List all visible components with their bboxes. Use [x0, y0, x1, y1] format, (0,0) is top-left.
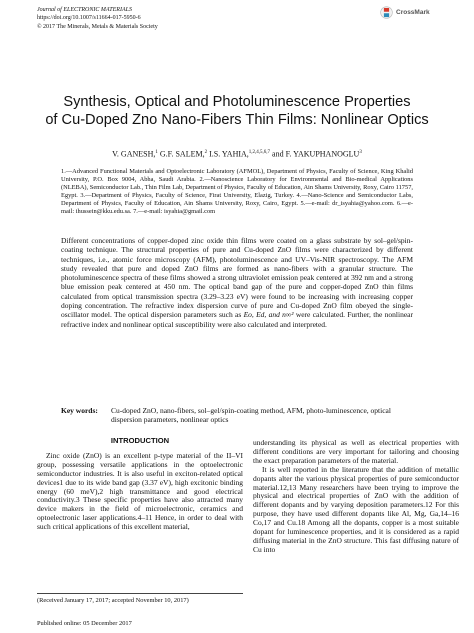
title-line-2: of Cu-Doped Zno Nano-Fibers Thin Films: Nonlinear Optics — [45, 112, 429, 128]
received-dates: (Received January 17, 2017; accepted November 10, 2017) — [37, 597, 189, 604]
abstract-dispersion-symbols: Eo, Ed, and n∞² — [243, 310, 294, 320]
author-name: I.S. YAHIA, — [207, 149, 249, 159]
title-line-1: Synthesis, Optical and Photoluminescence Properties — [63, 94, 411, 110]
body-column-right — [253, 439, 459, 555]
keywords-list: Cu-doped ZnO, nano-fibers, sol–gel/spin-coating method, AFM, photo-luminescence, optical dispersion parameters, nonlinear optics — [111, 406, 391, 425]
author-affil-sup: 1 — [155, 150, 158, 155]
intro-paragraph-1: Zinc oxide (ZnO) is an excellent p-type material of the II–VI group, possessing versatile applications in the optoelectronic semiconductor industries. It is also useful in exciton-related optical devices1 due to its wide band gap (3.37 eV), high excitonic binding energy (60 meV),2 high transmittance and good electrical conductivity.3 These specific properties have also attracted many device makers in the field of microelectronic, ceramics and optoelectronic laser applications.4–11 Hence, in order to deal with such critical applications of this excellent material, — [37, 450, 243, 532]
crossmark-badge[interactable] — [380, 6, 430, 19]
intro-paragraph-2: It is well reported in the literature that the addition of metallic dopants alter the various physical properties of pure semiconductor material.12,13 Many researchers have been trying to improve the physical and electrical properties of ZnO with the addition of different dopants and by varying deposition parameters.12 For this purpose, they have used different dopants like Al, Mg, Ga,14–16 Co,17 and Cu.18 Among all the dopants, copper is a most suitable dopant for luminescence properties, and it is considered as a rapid diffusing material in the ZnO structure. This fast diffusing nature of Cu into — [253, 464, 459, 554]
keywords-label: Key words: — [61, 406, 98, 415]
author-affil-sup: 1,2,4,5,6,7 — [248, 150, 271, 155]
keywords-block — [61, 406, 413, 425]
abstract-text-part1: Different concentrations of copper-doped zinc oxide thin films were coated on a glass substrate by sol–gel/spin-coating technique. The structural properties of pure and Cu-doped ZnO films were characterized by different techniques, i.e., atomic force microscopy (AFM), photoluminescence and UV–Vis-NIR spectroscopy. The AFM study revealed that pure and doped ZnO films are formed as nano-fibers with a granular structure. The photoluminescence spectra of these films showed a strong ultraviolet emission peak centered at 392 nm and a strong blue emission peak centered at 450 nm. The optical band gap of the pure and copper-doped ZnO thin films calculated from optical transmission spectra (3.29–3.23 eV) were found to be increasing with increasing copper doping concentration. The refractive index dispersion curve of pure and Cu-doped ZnO film obeyed the single-oscillator model. The optical dispersion parameters such as — [61, 236, 413, 320]
affiliations: 1.—Advanced Functional Materials and Optoelectronic Laboratory (AFMOL), Department of Physics, Faculty of Science, King Khalid University, P.O. Box 9004, Abha, Saudi Arabia. 2.—Nanoscience Laboratory for Environmental and Bio-medical Applications (NLEBA), Semiconductor Lab., Thin Film Lab, Department of Physics, Faculty of Education, Ain Shams University, Roxy, Cairo 11757, Egypt. 3.—Department of Physics, Faculty of Science, Firat University, Elazig, Turkey. 4.—Nano-Science and Semiconductor Labs, Department of Physics, Faculty of Education, Ain Shams University, Roxy, Cairo, Egypt. 5.—e-mail: dr_isyahia@yahoo.com. 6.—e-mail: ihussein@kku.edu.sa. 7.—e-mail: isyahia@gmail.com — [61, 168, 413, 216]
footnote-divider — [37, 593, 243, 594]
intro-paragraph-continued: understanding its physical as well as electrical properties with different conditions are very important for tailoring and choosing the exact preparation parameters of the material. — [253, 438, 459, 465]
author-affil-sup: 2 — [204, 150, 208, 155]
body-column-left — [37, 437, 243, 532]
author-name: G.F. SALEM, — [157, 149, 205, 159]
abstract — [61, 236, 413, 329]
author-list — [20, 148, 454, 160]
abstract-text-part2: were calculated. Further, the nonlinear refractive index and nonlinear optical susceptibility were also calculated and interpreted. — [61, 310, 414, 329]
author-name: V. GANESH, — [112, 149, 156, 159]
copyright-line: © 2017 The Minerals, Metals & Materials Society — [37, 23, 158, 30]
journal-name: Journal of ELECTRONIC MATERIALS — [37, 7, 132, 13]
article-title — [20, 93, 454, 129]
crossmark-label: CrossMark — [396, 9, 430, 16]
author-affil-sup: 3 — [359, 150, 362, 155]
section-title-introduction: INTRODUCTION — [110, 436, 170, 445]
doi-link[interactable]: https://doi.org/10.1007/s11664-017-5950-6 — [37, 15, 141, 22]
author-name: and F. YAKUPHANOGLU — [270, 149, 360, 159]
published-date: Published online: 05 December 2017 — [37, 620, 132, 627]
journal-header — [37, 6, 158, 31]
crossmark-icon — [380, 6, 393, 19]
